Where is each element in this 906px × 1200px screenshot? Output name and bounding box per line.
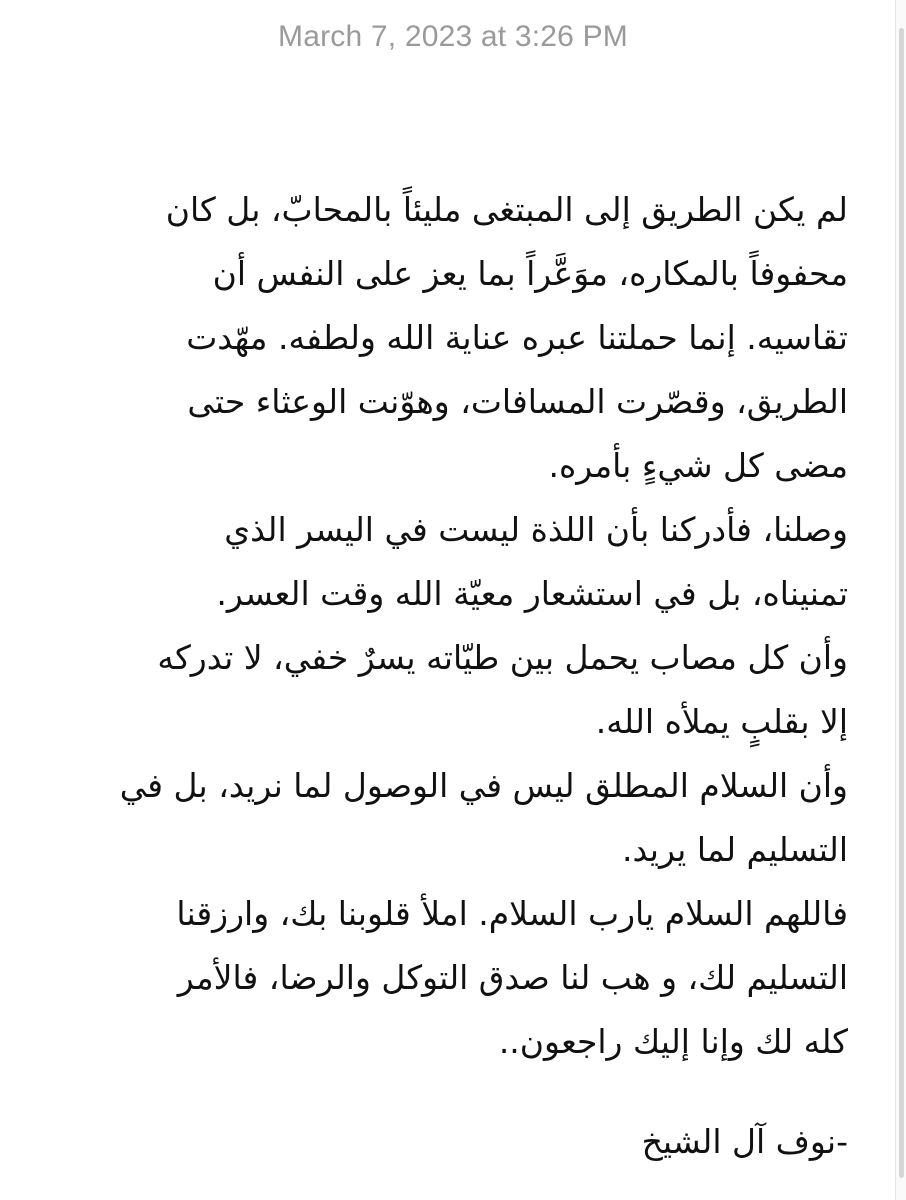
note-line: وصلنا، فأدركنا بأن اللذة ليست في اليسر الذي bbox=[224, 510, 848, 549]
note-line: تقاسيه. إنما حملتنا عبره عناية الله ولطفه. مهّدت bbox=[186, 318, 848, 357]
note-body[interactable] bbox=[62, 178, 848, 1074]
note-line: الطريق، وقصّرت المسافات، وهوّنت الوعثاء حتى bbox=[187, 382, 848, 421]
note-signature: -نوف آل الشيخ bbox=[641, 1122, 848, 1161]
note-line: إلا بقلبٍ يملأه الله. bbox=[595, 702, 848, 741]
note-line: لم يكن الطريق إلى المبتغى مليئاً بالمحابّ، بل كان bbox=[165, 190, 848, 229]
note-line: تمنيناه، بل في استشعار معيّة الله وقت العسر. bbox=[216, 574, 848, 613]
note-line: وأن السلام المطلق ليس في الوصول لما نريد، بل في bbox=[119, 766, 848, 805]
note-line: محفوفاً بالمكاره، موَعَّراً بما يعز على النفس أن bbox=[212, 254, 848, 293]
scrollbar-thumb[interactable] bbox=[899, 28, 904, 1178]
scrollbar-track[interactable] bbox=[895, 0, 906, 1200]
note-line: فاللهم السلام يارب السلام. املأ قلوبنا بك، وارزقنا bbox=[176, 894, 848, 933]
note-line: مضى كل شيءٍ بأمره. bbox=[548, 446, 848, 485]
note-line: وأن كل مصاب يحمل بين طيّاته يسرٌ خفي، لا تدركه bbox=[157, 638, 848, 677]
note-line: التسليم لك، و هب لنا صدق التوكل والرضا، فالأمر bbox=[177, 958, 848, 997]
note-line: التسليم لما يريد. bbox=[621, 830, 848, 869]
note-line: كله لك وإنا إليك راجعون.. bbox=[498, 1022, 848, 1061]
note-timestamp: March 7, 2023 at 3:26 PM bbox=[278, 20, 628, 53]
